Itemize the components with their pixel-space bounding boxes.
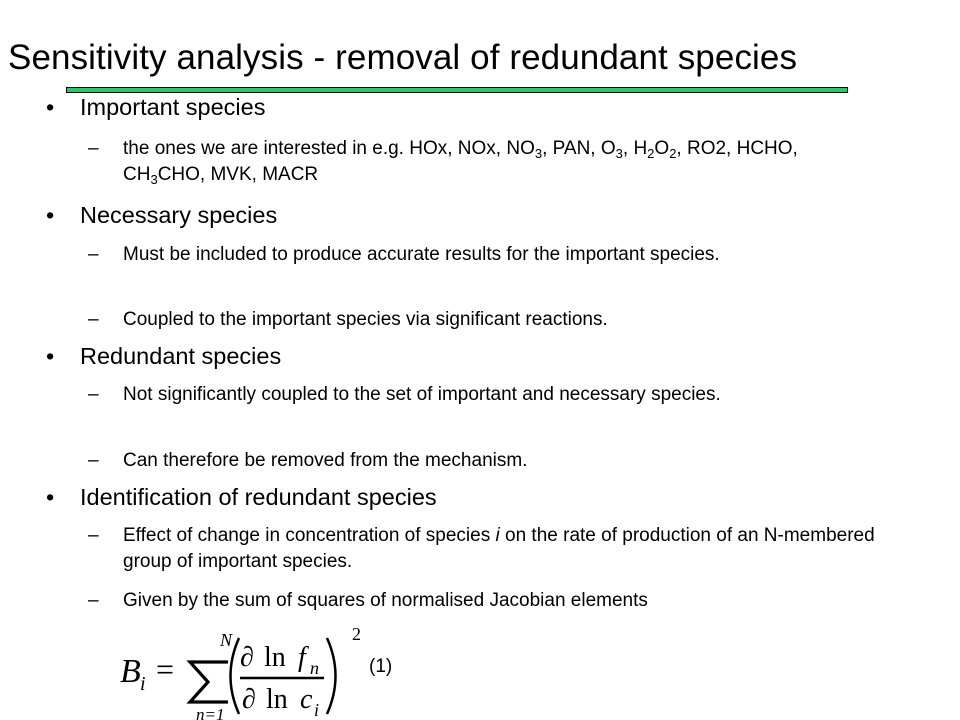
sub-bullet-text: Given by the sum of squares of normalised Jacobian elements	[123, 590, 648, 611]
sub-bullet-text: the ones we are interested in e.g. HOx, NOx, $NO_3$, PAN, $O_3$, $H_2O_2$, RO2, HCHO, $CH_3CHO$, MVK, MACR	[123, 138, 798, 187]
title-underline	[66, 87, 848, 93]
sub-bullet-text: Not significantly coupled to the set of important and necessary species.	[123, 384, 721, 405]
sub-bullet-text: Must be included to produce accurate results for the important species.	[123, 244, 720, 265]
dash-icon: –	[88, 384, 99, 405]
dash-icon: –	[88, 525, 99, 546]
eq-equals: =	[156, 651, 175, 687]
bullet-icon: •	[46, 202, 55, 228]
bullet-label: Redundant species	[80, 343, 282, 369]
eq-lhs-subscript: i	[140, 673, 146, 695]
sub-bullet-text: Coupled to the important species via significant reactions.	[123, 309, 608, 330]
sub-bullet	[88, 242, 878, 268]
subscript: 3	[534, 146, 543, 161]
eq-num-var: f	[298, 642, 306, 673]
dash-icon: –	[88, 138, 99, 159]
subscript: 3	[615, 146, 623, 161]
dash-icon: –	[88, 309, 99, 330]
sub-bullet-text: Can therefore be removed from the mechanism.	[123, 450, 528, 471]
eq-lhs-symbol: B	[120, 653, 141, 690]
sigma-icon	[190, 662, 228, 702]
sub-bullet-text: Effect of change in concentration of species i on the rate of production of an N-membered group of important species.	[123, 525, 875, 572]
dash-icon: –	[88, 244, 99, 265]
sub-bullet	[88, 448, 878, 474]
subscript: 2	[647, 146, 655, 161]
eq-exponent: 2	[352, 624, 361, 644]
bullet-label: Identification of redundant species	[80, 484, 437, 510]
right-paren-icon	[327, 638, 336, 714]
sub-bullet	[88, 588, 878, 614]
dash-icon: –	[88, 590, 99, 611]
eq-den-partial: ∂	[242, 684, 256, 715]
subscript: 3	[150, 172, 158, 187]
eq-den-ln: ln	[266, 684, 288, 715]
sub-bullet	[88, 136, 878, 188]
dash-icon: –	[88, 450, 99, 471]
eq-den-var: c	[300, 684, 313, 715]
equation-number: (1)	[369, 656, 393, 677]
eq-den-sub: i	[314, 700, 320, 720]
sub-bullet	[88, 523, 878, 575]
eq-sum-lower: n=1	[196, 705, 225, 720]
bullet-icon: •	[46, 343, 55, 369]
bullet-icon: •	[46, 94, 55, 120]
bullet-label: Necessary species	[80, 202, 278, 228]
subscript: 2	[669, 146, 677, 161]
eq-sum-upper: N	[220, 630, 233, 650]
bullet-label: Important species	[80, 94, 266, 120]
sensitivity-equation	[118, 620, 368, 720]
italic-variable: i	[495, 525, 500, 546]
sub-bullet	[88, 382, 878, 408]
eq-num-partial: ∂	[240, 642, 254, 673]
eq-num-sub: n	[310, 658, 319, 678]
slide-title: Sensitivity analysis - removal of redundant species	[8, 38, 798, 77]
sub-bullet	[88, 307, 878, 333]
eq-num-ln: ln	[264, 642, 286, 673]
bullet-icon: •	[46, 484, 55, 510]
